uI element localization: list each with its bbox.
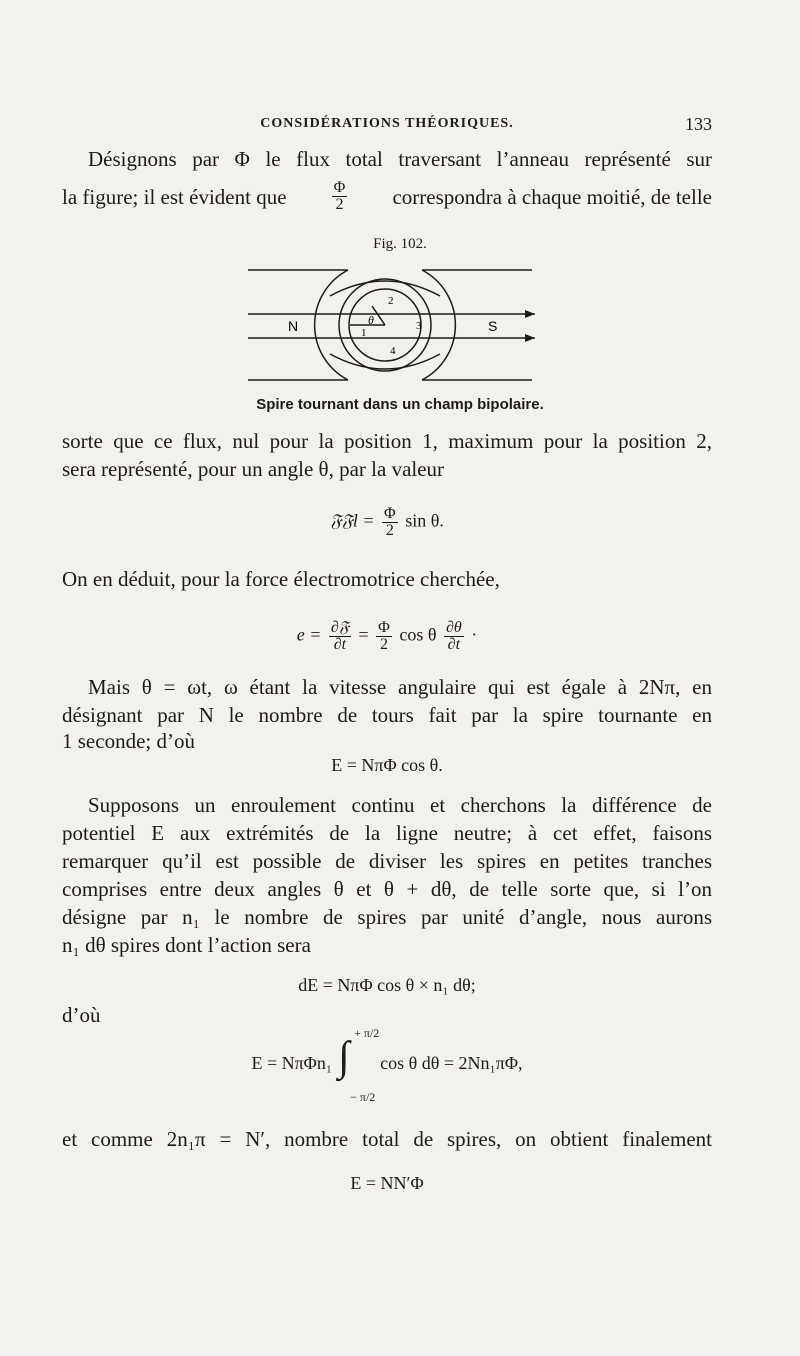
fraction-denominator: ∂t — [333, 636, 347, 653]
equation-3: E = NπΦ cos θ. — [331, 755, 443, 775]
integral-glyph: ∫ — [338, 1034, 350, 1080]
fraction-denominator: 2 — [379, 636, 388, 653]
paragraph-5-line-2: potentiel E aux extrémités de la ligne neutre; à cet effet, faisons — [62, 821, 712, 845]
pole-arc-right — [422, 270, 455, 380]
arrowhead-2 — [525, 334, 535, 342]
equation-6: E = NN′Φ — [350, 1173, 424, 1193]
eq1-rhs: sin θ. — [405, 510, 444, 531]
pole-arc-left — [315, 270, 348, 380]
angle-ray — [372, 306, 385, 325]
paragraph-5-line-4: comprises entre deux angles θ et θ + dθ, de telle sorte que, si l’on — [62, 877, 712, 901]
fraction-numerator: Φ — [378, 619, 390, 636]
paragraph-3-line-1: On en déduit, pour la force électromotrice cherchée, — [62, 567, 500, 591]
integral-sign — [332, 1026, 380, 1104]
paragraph-1-line-2 — [62, 180, 712, 213]
eq5-lhs: E = NπΦn₁ — [251, 1053, 333, 1073]
paragraph-2-line-2: sera représenté, pour un angle θ, par la valeur — [62, 457, 445, 481]
equation-5 — [62, 1026, 712, 1104]
bipolar-field-figure — [230, 256, 540, 391]
eq2-phi-over-2 — [376, 620, 392, 653]
eq1-fraction — [382, 506, 398, 539]
paragraph-5-line-3: remarquer qu’il est possible de diviser les spires en petites tranches — [62, 849, 712, 873]
arrowhead-1 — [525, 310, 535, 318]
eq2-partial-f — [329, 620, 351, 653]
paragraph-4-line-1: Mais θ = ωt, ω étant la vitesse angulaire qui est égale à 2Nπ, en — [88, 675, 712, 699]
integral-lower-limit: − π/2 — [350, 1090, 376, 1104]
fraction-denominator: ∂t — [447, 636, 461, 653]
pole-south-label: S — [488, 318, 498, 334]
position-2-label: 2 — [388, 295, 394, 307]
eq1-lhs: 𝔉𝔉l = — [330, 510, 375, 531]
paragraph-2-line-1: sorte que ce flux, nul pour la position 1, maximum pour la position 2, — [62, 429, 712, 453]
fraction-numerator: Φ — [333, 179, 346, 196]
eq2-partial-theta — [444, 620, 464, 653]
position-3-label: 3 — [416, 320, 422, 332]
paragraph-1-line-1: Désignons par Φ le flux total traversant l’anneau représenté sur — [88, 147, 712, 171]
paragraph-5-line-6: n₁ dθ spires dont l’action sera — [62, 933, 311, 957]
running-title: CONSIDÉRATIONS THÉORIQUES. — [260, 116, 514, 131]
fraction-numerator: Φ — [384, 505, 396, 522]
fraction-numerator: ∂𝔉 — [330, 619, 349, 636]
position-1-label: 1 — [361, 327, 367, 339]
equation-1 — [62, 506, 712, 539]
eq5-rhs: cos θ dθ = 2Nn₁πΦ, — [380, 1053, 523, 1073]
paragraph-6-line-1: d’où — [62, 1003, 101, 1027]
fraction-numerator: ∂θ — [445, 619, 462, 636]
fraction-phi-over-2 — [332, 180, 348, 213]
position-4-label: 4 — [390, 345, 396, 357]
paragraph-4-line-2: désignant par N le nombre de tours fait par la spire tournante en — [62, 703, 712, 727]
eq2-end: · — [471, 624, 478, 645]
pole-north-label: N — [288, 318, 299, 334]
angle-label: θ — [368, 313, 374, 327]
figure-label: Fig. 102. — [373, 236, 427, 252]
page-header — [62, 116, 712, 138]
fraction-denominator: 2 — [385, 522, 394, 539]
paragraph-7-line-1: et comme 2n₁π = N′, nombre total de spires, on obtient finalement — [62, 1127, 712, 1151]
text-segment: correspondra à chaque moitié, de telle — [392, 184, 712, 209]
equation-4: dE = NπΦ cos θ × n₁ dθ; — [298, 975, 476, 995]
paragraph-5-line-5: désigne par n₁ le nombre de spires par unité d’angle, nous aurons — [62, 905, 712, 929]
eq2-e: e = — [296, 624, 322, 645]
paragraph-4-line-3: 1 seconde; d’où — [62, 729, 195, 753]
text-segment: la figure; il est évident que — [62, 184, 287, 209]
paragraph-5-line-1: Supposons un enroulement continu et cherchons la différence de — [88, 793, 712, 817]
figure-caption: Spire tournant dans un champ bipolaire. — [256, 396, 544, 413]
eq2-equals: = — [358, 624, 369, 645]
fraction-denominator: 2 — [335, 196, 344, 213]
equation-2 — [62, 620, 712, 653]
page-number: 133 — [685, 114, 712, 134]
eq2-cos: cos θ — [399, 624, 437, 645]
integral-upper-limit: + π/2 — [354, 1026, 380, 1040]
